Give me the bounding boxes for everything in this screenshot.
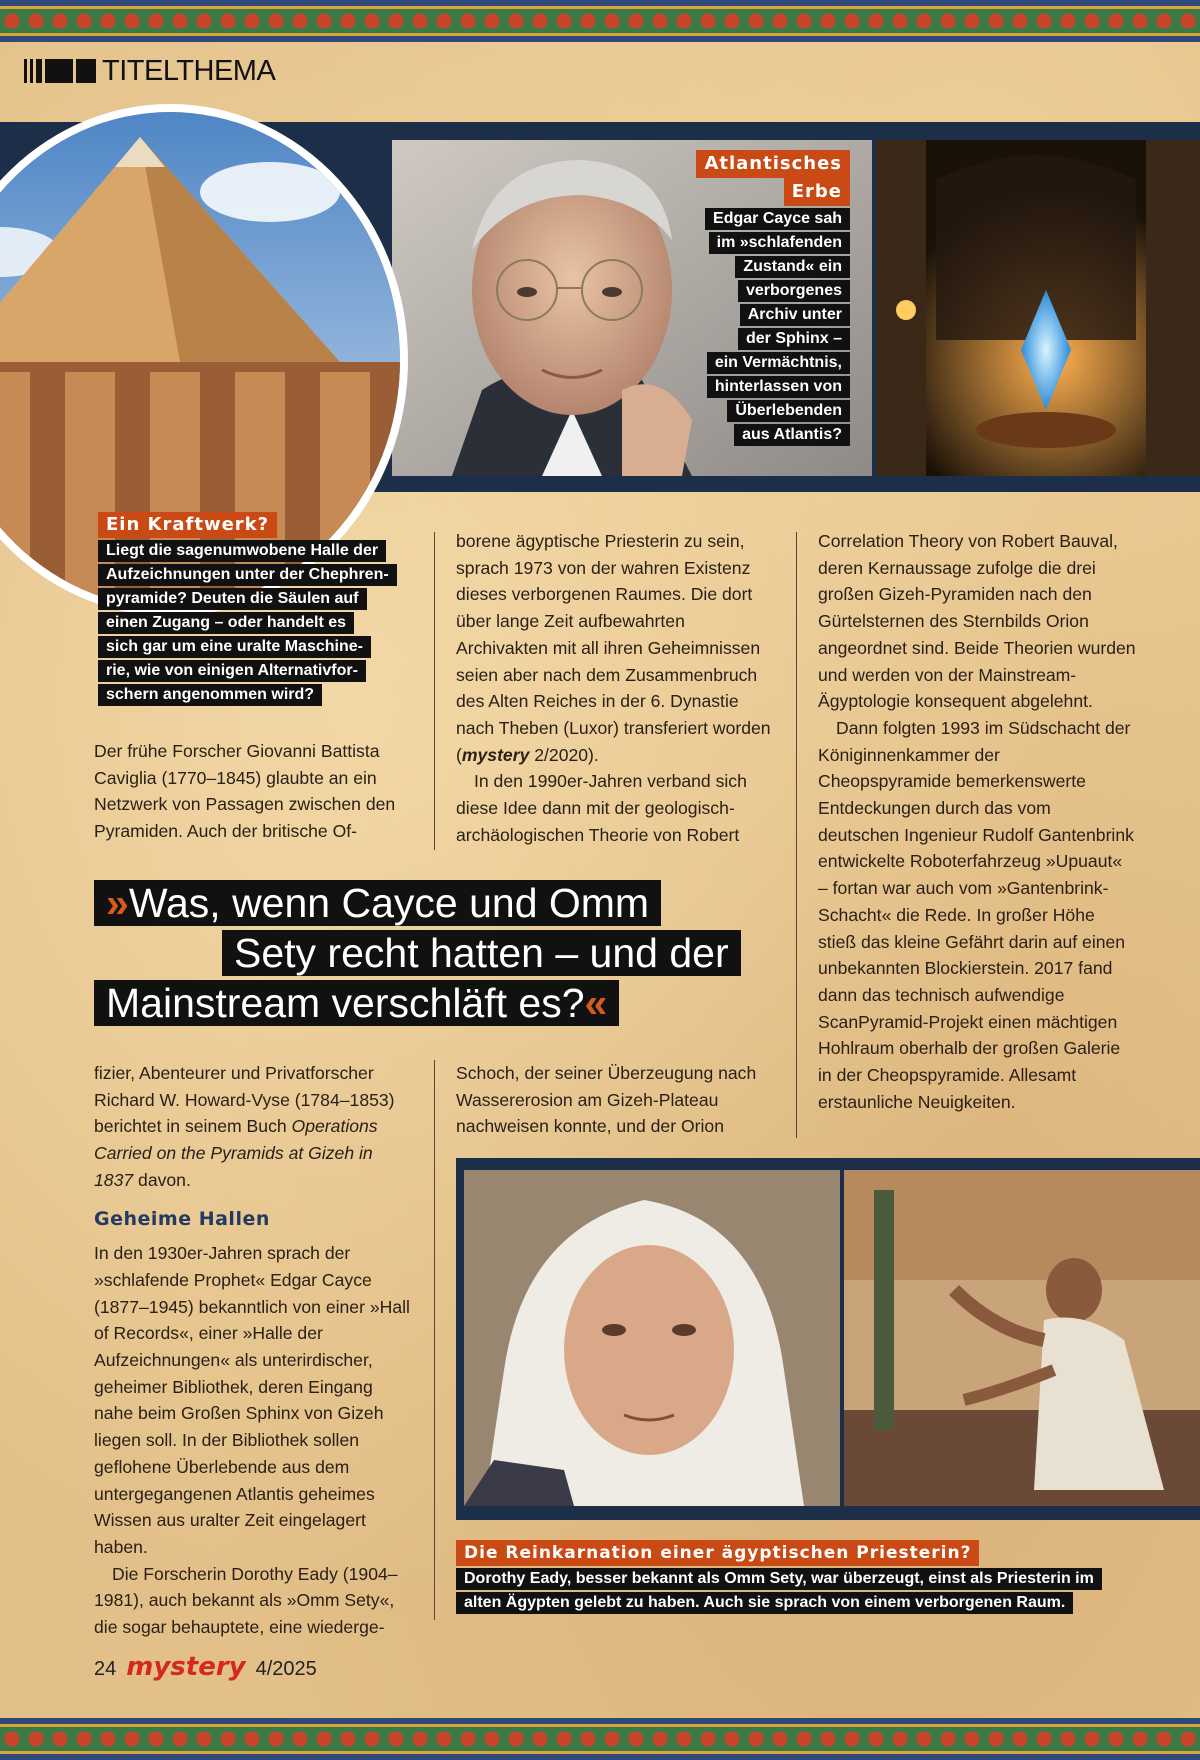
caption-line: Archiv unter bbox=[740, 304, 850, 326]
omm-sety-photo bbox=[464, 1170, 840, 1506]
body-paragraph: borene ägyptische Priesterin zu sein, sprach 1973 von der wahren Existenz dieses verborgenen Raumes. Die dort über lange Zeit aufbewahrten Archivakten mit all ihren Geheimnissen seien aber nach dem Zusammenbruch des Alten Reiches in der 6. Dynastie nach Theben (Luxor) transferiert worden (mystery 2/2020). bbox=[456, 531, 771, 765]
caption-line: im »schlafenden bbox=[709, 232, 850, 254]
caption-atlantis-title: Erbe bbox=[784, 178, 850, 206]
body-column-2-top bbox=[456, 528, 772, 848]
caption-line: Liegt die sagenumwobene Halle der bbox=[98, 540, 386, 562]
caption-line: Dorothy Eady, besser bekannt als Omm Sety, war überzeugt, einst als Priesterin im bbox=[456, 1568, 1102, 1590]
caption-kraftwerk-title: Ein Kraftwerk? bbox=[98, 512, 277, 538]
column-divider bbox=[796, 532, 797, 1138]
body-paragraph: Die Forscherin Dorothy Eady (1904–1981), auch bekannt als »Omm Sety«, die sogar behauptete, eine wiederge- bbox=[94, 1563, 398, 1638]
caption-line: einen Zugang – oder handelt es bbox=[98, 612, 354, 634]
page-footer bbox=[94, 1652, 317, 1682]
body-column-3 bbox=[818, 528, 1136, 1115]
barcode-bars-icon bbox=[24, 59, 96, 83]
hall-of-records-illustration bbox=[876, 140, 1200, 476]
body-column-2-bottom bbox=[456, 1060, 772, 1140]
caption-atlantis bbox=[680, 150, 850, 446]
body-paragraph: Der frühe Forscher Giovanni Battista Caviglia (1770–1845) glaubte an ein Netzwerk von Passagen zwischen den Pyramiden. Auch der britische Of- bbox=[94, 741, 396, 842]
body-column-1-top bbox=[94, 738, 412, 845]
caption-line: der Sphinx – bbox=[738, 328, 850, 350]
section-label: TITELTHEMA bbox=[102, 54, 276, 87]
quote-open-mark: » bbox=[106, 880, 129, 926]
caption-line: alten Ägypten gelebt zu haben. Auch sie sprach von einem verborgenen Raum. bbox=[456, 1592, 1073, 1614]
caption-line: schern angenommen wird? bbox=[98, 684, 322, 706]
caption-reinkarnation-title: Die Reinkarnation einer ägyptischen Priesterin? bbox=[456, 1540, 979, 1566]
caption-line: rie, wie von einigen Alternativfor- bbox=[98, 660, 366, 682]
pull-quote-line: Sety recht hatten – und der bbox=[222, 930, 741, 976]
caption-line: Überlebenden bbox=[727, 400, 850, 422]
quote-close-mark: « bbox=[584, 980, 608, 1026]
caption-atlantis-title: Atlantisches bbox=[696, 150, 850, 178]
body-paragraph: In den 1930er-Jahren sprach der »schlafende Prophet« Edgar Cayce (1877–1945) bekanntlich von einer »Hall of Records«, einer »Halle der Aufzeichnungen« als unterirdischer, geheimer Bibliothek, deren Eingang nahe beim Großen Sphinx von Gizeh liegen soll. In der Bibliothek sollen geflohene Überlebende aus dem untergegangenen Atlantis geheimes Wissen aus uralter Zeit eingelagert haben. bbox=[94, 1243, 410, 1557]
pull-quote-line: Mainstream verschläft es?« bbox=[94, 980, 619, 1026]
decorative-border-bottom bbox=[0, 1718, 1200, 1760]
book-title: Operations Carried on the Pyramids at Gizeh in 1837 bbox=[94, 1116, 378, 1190]
body-column-1-bottom bbox=[94, 1060, 412, 1641]
priestess-painting bbox=[844, 1170, 1200, 1506]
caption-line: hinterlassen von bbox=[707, 376, 850, 398]
decorative-border-top bbox=[0, 0, 1200, 42]
page-number: 24 bbox=[94, 1658, 117, 1680]
body-paragraph: Schoch, der seiner Überzeugung nach Wassererosion am Gizeh-Plateau nachweisen konnte, und der Orion bbox=[456, 1063, 757, 1137]
subheading: Geheime Hallen bbox=[94, 1207, 270, 1230]
caption-kraftwerk bbox=[98, 512, 438, 706]
body-paragraph: fizier, Abenteurer und Privatforscher Richard W. Howard-Vyse (1784–1853) berichtet in seinem Buch Operations Carried on the Pyramids at Gizeh in 1837 davon. bbox=[94, 1063, 395, 1190]
caption-line: Zustand« ein bbox=[735, 256, 850, 278]
caption-reinkarnation bbox=[456, 1540, 1156, 1614]
caption-line: verborgenes bbox=[738, 280, 850, 302]
section-tag bbox=[24, 56, 275, 86]
body-paragraph: Correlation Theory von Robert Bauval, deren Kernaussage zufolge die drei großen Gizeh-Pyramiden nach den Gürtelsternen des Sternbilds Orion angeordnet sind. Beide Theorien wurden und werden von der Mainstream-Ägyptologie konsequent abgelehnt. bbox=[818, 531, 1136, 712]
magazine-logo: mystery bbox=[126, 1652, 246, 1682]
caption-line: Edgar Cayce sah bbox=[705, 208, 850, 230]
body-paragraph: In den 1990er-Jahren verband sich diese Idee dann mit der geologisch-archäologischen Theorie von Robert bbox=[456, 771, 747, 845]
issue-number: 4/2025 bbox=[255, 1658, 317, 1680]
caption-line: sich gar um eine uralte Maschine- bbox=[98, 636, 371, 658]
caption-line: ein Vermächtnis, bbox=[707, 352, 850, 374]
pull-quote-line: »Was, wenn Cayce und Omm bbox=[94, 880, 661, 926]
body-paragraph: Dann folgten 1993 im Südschacht der Königinnenkammer der Cheopspyramide bemerkenswerte Entdeckungen durch das vom deutschen Ingenieur Rudolf Gantenbrink entwickelte Roboterfahrzeug »Upuaut« – fortan war auch vom »Gantenbrink-Schacht« die Rede. In großer Höhe stieß das kleine Gefährt darin auf einen unbekannten Blockierstein. 2017 fand dann das technisch aufwendige ScanPyramid-Projekt einen mächtigen Hohlraum oberhalb der großen Galerie in der Cheopspyramide. Allesamt erstaunliche Neuigkeiten. bbox=[818, 717, 1134, 1112]
caption-line: Aufzeichnungen unter der Chephren- bbox=[98, 564, 397, 586]
column-divider bbox=[434, 1060, 435, 1620]
magazine-reference: mystery bbox=[461, 744, 530, 765]
caption-line: pyramide? Deuten die Säulen auf bbox=[98, 588, 367, 610]
caption-line: aus Atlantis? bbox=[734, 424, 850, 446]
